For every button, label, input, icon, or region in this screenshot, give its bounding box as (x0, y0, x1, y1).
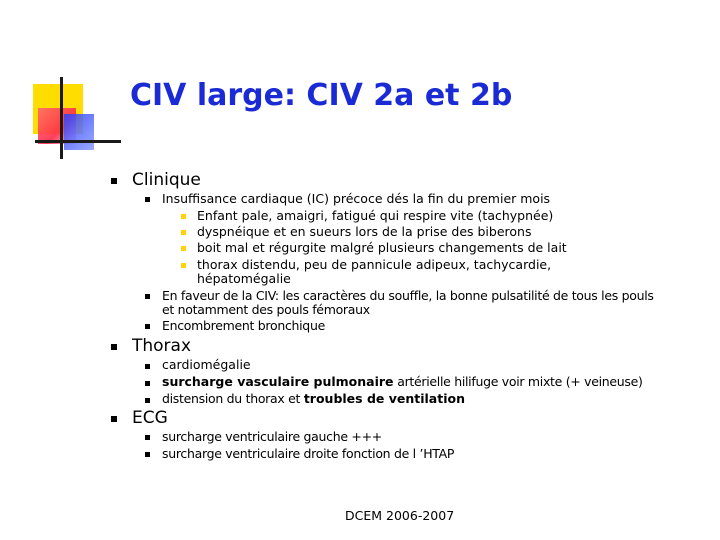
section-thorax-label: Thorax (132, 336, 192, 356)
clinique-item-civ-line2: et notamment des pouls fémoraux (162, 302, 370, 317)
logo-horizontal-line (35, 140, 121, 143)
section-ecg-label: ECG (132, 408, 168, 428)
clinique-subitem: boit mal et régurgite malgré plusieurs changements de lait (197, 240, 567, 255)
thorax-item-surcharge (162, 374, 643, 389)
thorax-item-distension-bold: troubles de ventilation (303, 391, 465, 406)
logo-vertical-line (60, 77, 63, 159)
logo-blue-square (64, 114, 94, 150)
clinique-subitem: dyspnéique et en sueurs lors de la prise des biberons (197, 224, 532, 239)
section-clinique-label: Clinique (132, 170, 201, 190)
ecg-item-gauche: surcharge ventriculaire gauche +++ (162, 429, 382, 444)
item-bullet (145, 294, 150, 299)
clinique-subitem: Enfant pale, amaigri, fatigué qui respire vite (tachypnée) (197, 208, 554, 223)
thorax-item-distension (162, 391, 465, 406)
section-bullet (111, 178, 117, 184)
sub-bullet (181, 246, 186, 251)
item-bullet (145, 435, 150, 440)
sub-bullet (181, 263, 186, 268)
slide-title: CIV large: CIV 2a et 2b (130, 78, 513, 113)
thorax-item-surcharge-bold: surcharge vasculaire pulmonaire (162, 374, 394, 389)
sub-bullet (181, 214, 186, 219)
item-bullet (145, 324, 150, 329)
clinique-item-ic: Insuffisance cardiaque (IC) précoce dés la fin du premier mois (162, 191, 551, 206)
footer-text: DCEM 2006-2007 (345, 508, 455, 523)
clinique-subitem: thorax distendu, peu de pannicule adipeux, tachycardie, (197, 257, 552, 272)
thorax-item-surcharge-rest: artérielle hilifuge voir mixte (+ veineuse) (393, 374, 643, 389)
clinique-item-encombrement: Encombrement bronchique (162, 318, 325, 333)
item-bullet (145, 197, 150, 202)
section-bullet (111, 416, 117, 422)
thorax-item-distension-pre: distension du thorax et (162, 391, 304, 406)
clinique-item-civ-line1: En faveur de la CIV: les caractères du souffle, la bonne pulsatilité de tous les pouls (162, 288, 654, 303)
item-bullet (145, 398, 150, 403)
sub-bullet (181, 230, 186, 235)
thorax-item-cardiomegalie: cardiomégalie (162, 357, 251, 372)
ecg-item-droite: surcharge ventriculaire droite fonction de l ’HTAP (162, 446, 455, 461)
clinique-subitem-continuation: hépatomégalie (197, 271, 291, 286)
item-bullet (145, 452, 150, 457)
section-bullet (111, 344, 117, 350)
item-bullet (145, 381, 150, 386)
item-bullet (145, 364, 150, 369)
